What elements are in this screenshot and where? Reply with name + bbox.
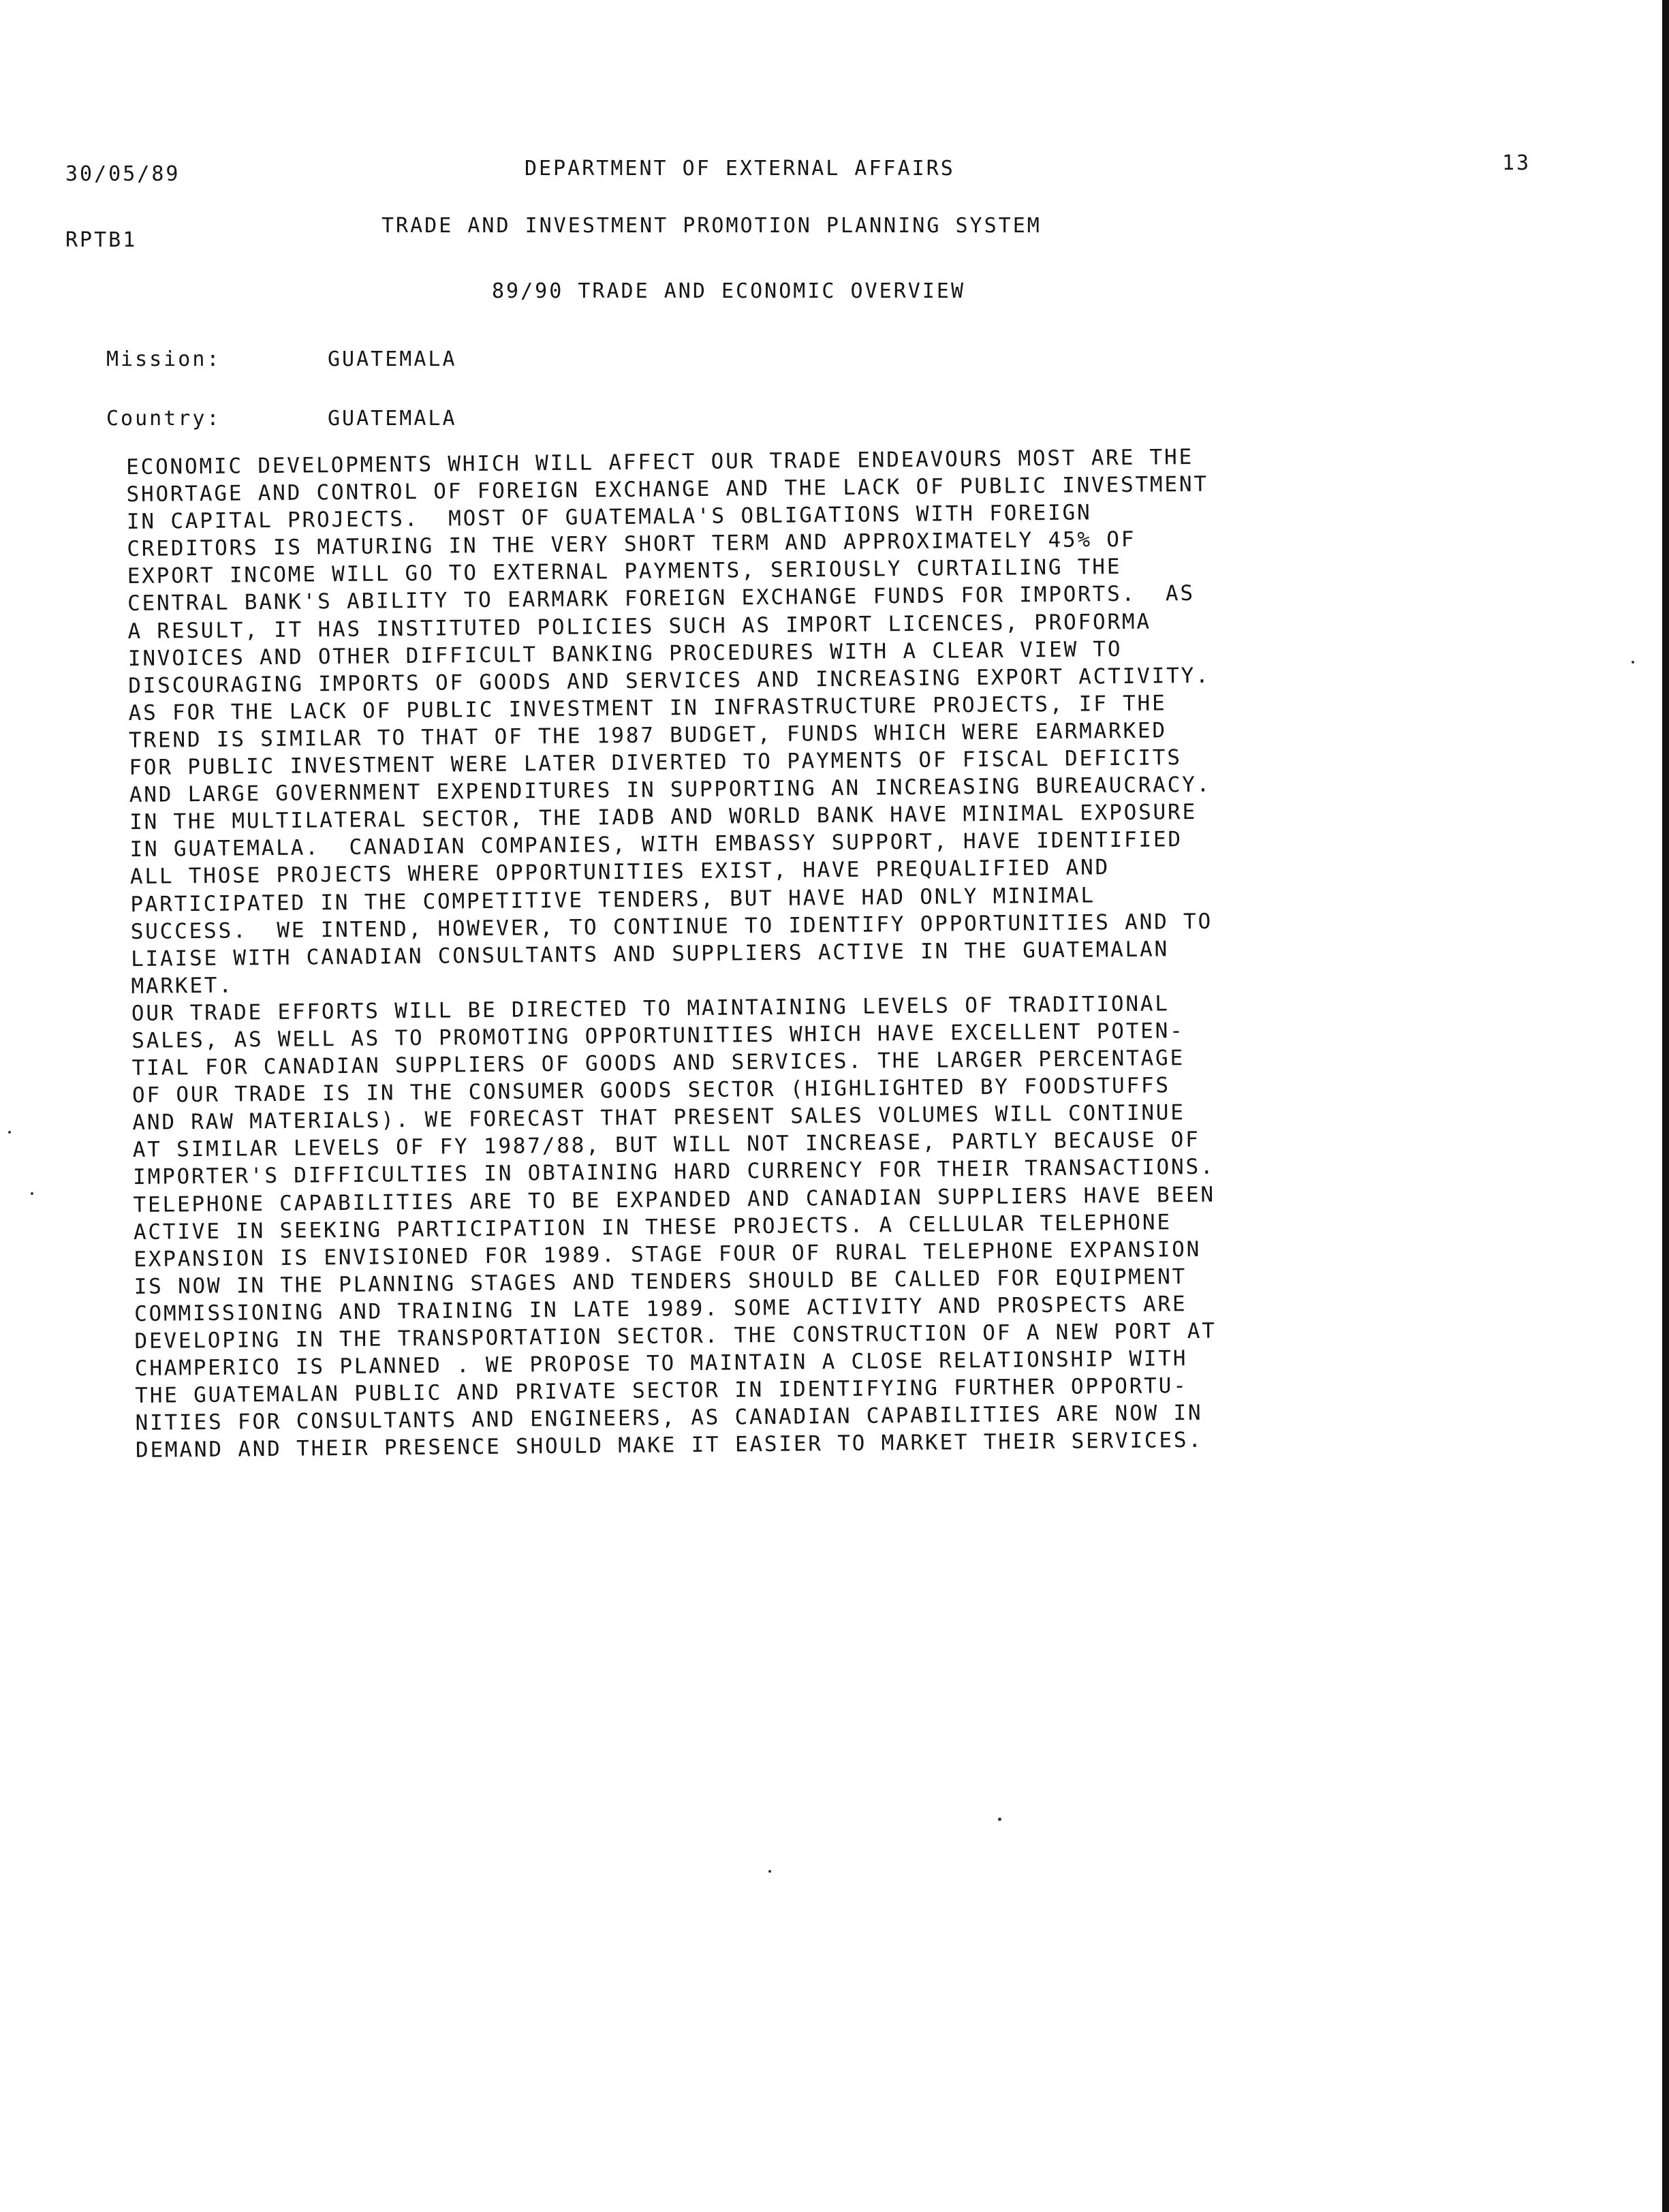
body-line: IN THE MULTILATERAL SECTOR, THE IADB AND WORLD BANK HAVE MINIMAL EXPOSURE <box>129 800 1198 835</box>
country-label: Country: <box>106 407 221 431</box>
scan-speck <box>998 1818 1001 1821</box>
body-line: ACTIVE IN SEEKING PARTICIPATION IN THESE PROJECTS. A CELLULAR TELEPHONE <box>133 1209 1172 1245</box>
body-line: IN CAPITAL PROJECTS. MOST OF GUATEMALA'S OBLIGATIONS WITH FOREIGN <box>126 500 1092 535</box>
mission-value: GUATEMALA <box>328 347 457 371</box>
body-line: TIAL FOR CANADIAN SUPPLIERS OF GOODS AND SERVICES. THE LARGER PERCENTAGE <box>131 1046 1185 1081</box>
body-line: IN GUATEMALA. CANADIAN COMPANIES, WITH EMBASSY SUPPORT, HAVE IDENTIFIED <box>129 827 1183 862</box>
body-line: AND LARGE GOVERNMENT EXPENDITURES IN SUPPORTING AN INCREASING BUREAUCRACY. <box>129 772 1212 808</box>
report-code: RPTB1 <box>65 228 138 252</box>
scan-speck <box>1632 661 1634 664</box>
page-edge-shadow <box>1662 0 1669 2212</box>
mission-label: Mission: <box>106 347 221 371</box>
body-line: AS FOR THE LACK OF PUBLIC INVESTMENT IN INFRASTRUCTURE PROJECTS, IF THE <box>128 691 1167 726</box>
body-line: DEMAND AND THEIR PRESENCE SHOULD MAKE IT EASIER TO MARKET THEIR SERVICES. <box>135 1428 1203 1463</box>
body-line: EXPORT INCOME WILL GO TO EXTERNAL PAYMENTS, SERIOUSLY CURTAILING THE <box>127 555 1122 589</box>
body-line: SALES, AS WELL AS TO PROMOTING OPPORTUNITIES WHICH HAVE EXCELLENT POTEN- <box>131 1018 1185 1053</box>
body-line: SHORTAGE AND CONTROL OF FOREIGN EXCHANGE AND THE LACK OF PUBLIC INVESTMENT <box>126 471 1208 508</box>
report-date: 30/05/89 <box>65 162 181 186</box>
body-line: FOR PUBLIC INVESTMENT WERE LATER DIVERTED TO PAYMENTS OF FISCAL DEFICITS <box>129 745 1182 781</box>
body-line: NITIES FOR CONSULTANTS AND ENGINEERS, AS CANADIAN CAPABILITIES ARE NOW IN <box>135 1401 1203 1436</box>
overview-title: 89/90 TRADE AND ECONOMIC OVERVIEW <box>492 279 966 303</box>
body-line: CHAMPERICO IS PLANNED . WE PROPOSE TO MAINTAIN A CLOSE RELATIONSHIP WITH <box>134 1346 1188 1382</box>
body-line: IS NOW IN THE PLANNING STAGES AND TENDERS SHOULD BE CALLED FOR EQUIPMENT <box>134 1264 1187 1299</box>
body-line: THE GUATEMALAN PUBLIC AND PRIVATE SECTOR IN IDENTIFYING FURTHER OPPORTU- <box>135 1373 1188 1409</box>
body-line: COMMISSIONING AND TRAINING IN LATE 1989. SOME ACTIVITY AND PROSPECTS ARE <box>134 1292 1187 1326</box>
body-line: LIAISE WITH CANADIAN CONSULTANTS AND SUPPLIERS ACTIVE IN THE GUATEMALAN <box>130 937 1170 971</box>
body-line: AND RAW MATERIALS). WE FORECAST THAT PRESENT SALES VOLUMES WILL CONTINUE <box>132 1100 1185 1136</box>
body-line: CENTRAL BANK'S ABILITY TO EARMARK FOREIGN EXCHANGE FUNDS FOR IMPORTS. AS <box>127 581 1196 617</box>
body-line: ALL THOSE PROJECTS WHERE OPPORTUNITIES EXIST, HAVE PREQUALIFIED AND <box>129 855 1110 890</box>
body-line: DEVELOPING IN THE TRANSPORTATION SECTOR. THE CONSTRUCTION OF A NEW PORT AT <box>134 1318 1217 1354</box>
system-title: TRADE AND INVESTMENT PROMOTION PLANNING SYSTEM <box>381 214 1042 238</box>
department-title: DEPARTMENT OF EXTERNAL AFFAIRS <box>525 157 955 181</box>
body-line: DISCOURAGING IMPORTS OF GOODS AND SERVICES AND INCREASING EXPORT ACTIVITY. <box>128 663 1211 698</box>
body-line: EXPANSION IS ENVISIONED FOR 1989. STAGE FOUR OF RURAL TELEPHONE EXPANSION <box>134 1236 1202 1272</box>
body-line: ECONOMIC DEVELOPMENTS WHICH WILL AFFECT OUR TRADE ENDEAVOURS MOST ARE THE <box>126 444 1194 480</box>
body-line: TREND IS SIMILAR TO THAT OF THE 1987 BUDGET, FUNDS WHICH WERE EARMARKED <box>128 718 1168 753</box>
scan-speck <box>31 1192 33 1195</box>
overview-body-text <box>126 441 1512 1465</box>
page-number: 13 <box>1502 151 1531 175</box>
scan-speck <box>8 1131 11 1134</box>
body-line: OUR TRADE EFFORTS WILL BE DIRECTED TO MAINTAINING LEVELS OF TRADITIONAL <box>131 991 1170 1026</box>
body-line: TELEPHONE CAPABILITIES ARE TO BE EXPANDED AND CANADIAN SUPPLIERS HAVE BEEN <box>133 1182 1215 1217</box>
body-line: SUCCESS. WE INTEND, HOWEVER, TO CONTINUE TO IDENTIFY OPPORTUNITIES AND TO <box>130 909 1213 944</box>
country-value: GUATEMALA <box>328 407 457 431</box>
body-line: INVOICES AND OTHER DIFFICULT BANKING PROCEDURES WITH A CLEAR VIEW TO <box>127 636 1123 671</box>
mission-field <box>106 347 457 371</box>
body-line: IMPORTER'S DIFFICULTIES IN OBTAINING HARD CURRENCY FOR THEIR TRANSACTIONS. <box>133 1155 1215 1190</box>
body-line: CREDITORS IS MATURING IN THE VERY SHORT TERM AND APPROXIMATELY 45% OF <box>127 527 1136 562</box>
body-line: A RESULT, IT HAS INSTITUTED POLICIES SUCH AS IMPORT LICENCES, PROFORMA <box>127 609 1152 644</box>
body-line: PARTICIPATED IN THE COMPETITIVE TENDERS, BUT HAVE HAD ONLY MINIMAL <box>130 882 1096 917</box>
body-line: AT SIMILAR LEVELS OF FY 1987/88, BUT WILL NOT INCREASE, PARTLY BECAUSE OF <box>132 1127 1200 1163</box>
country-field <box>106 407 457 431</box>
body-line: OF OUR TRADE IS IN THE CONSUMER GOODS SECTOR (HIGHLIGHTED BY FOODSTUFFS <box>131 1073 1171 1108</box>
body-line: MARKET. <box>131 973 234 999</box>
scan-speck <box>768 1870 771 1873</box>
